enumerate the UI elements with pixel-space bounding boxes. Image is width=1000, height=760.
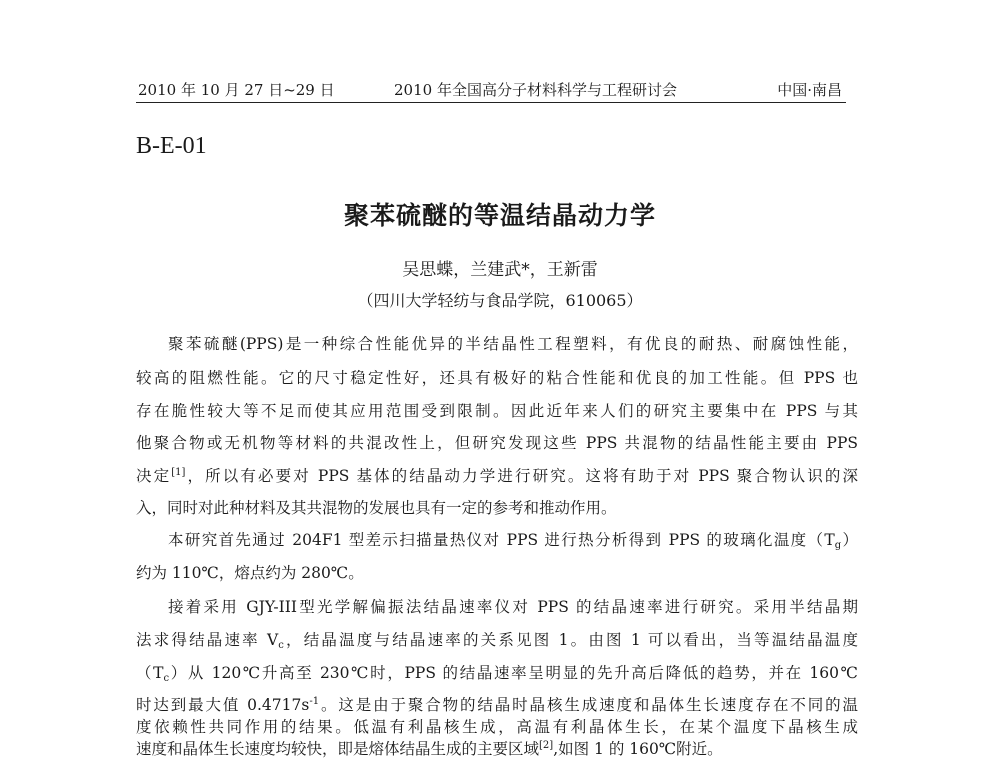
body-line: 他聚合物或无机物等材料的共混改性上，但研究发现这些 PPS 共混物的结晶性能主要由 PPS [136, 434, 858, 452]
citation: [1] [171, 467, 186, 478]
header-conference: 2010 年全国高分子材料科学与工程研讨会 [394, 81, 677, 99]
body-line: 本研究首先通过 204F1 型差示扫描量热仪对 PPS 进行热分析得到 PPS 的玻璃化温度$(T_g)$ [168, 531, 858, 551]
body-line: 度依赖性共同作用的结果。低温有利晶核生成，高温有利晶体生长，在某个温度下晶核生成 [136, 718, 858, 736]
body-line: 时达到最大值 $0.4717s^{-1}$。这是由于聚合物的结晶时晶核生成速度和晶体生长速度存在不同的温 [136, 696, 858, 714]
body-line: 入，同时对此种材料及其共混物的发展也具有一定的参考和推动作用。 [136, 499, 617, 517]
body-line: $(T_c)$从 120℃升高至 230℃时，PPS 的结晶速率呈明显的先升高后降低的趋势，并在 160℃ [136, 664, 858, 684]
body-line: 聚苯硫醚(PPS)是一种综合性能优异的半结晶性工程塑料，有优良的耐热、耐腐蚀性能， [168, 335, 858, 353]
paper-affiliation: （四川大学轻纺与食品学院，610065） [357, 291, 643, 310]
body-line: 较高的阻燃性能。它的尺寸稳定性好，还具有极好的粘合性能和优良的加工性能。但 PPS 也 [136, 369, 858, 387]
paper-code: B-E-01 [136, 133, 207, 159]
header-date: 2010 年 10 月 27 日~29 日 [138, 81, 335, 99]
body-line: 存在脆性较大等不足而使其应用范围受到限制。因此近年来人们的研究主要集中在 PPS 与其 [136, 402, 858, 420]
body-line: 接着采用 GJY-III型光学解偏振法结晶速率仪对 PPS 的结晶速率进行研究。采用半结晶期 [168, 598, 858, 616]
body-line: 约为 110℃，熔点约为 280℃。 [136, 564, 364, 582]
body-line: 决定[1]，所以有必要对 PPS 基体的结晶动力学进行研究。这将有助于对 PPS 聚合物认识的深 [136, 467, 858, 485]
body-line: 速度和晶体生长速度均较快，即是熔体结晶生成的主要区域[2],如图 1 的 160℃附近。 [136, 740, 723, 758]
citation: [2] [539, 740, 554, 751]
paper-authors: 吴思蝶，兰建武*，王新雷 [402, 260, 598, 280]
paper-title: 聚苯硫醚的等温结晶动力学 [343, 201, 656, 230]
header-location: 中国·南昌 [777, 81, 842, 99]
body-line: 法求得结晶速率 $V_c$，结晶温度与结晶速率的关系见图 1。由图 1 可以看出，当等温结晶温度 [136, 631, 858, 651]
running-header [136, 74, 846, 103]
